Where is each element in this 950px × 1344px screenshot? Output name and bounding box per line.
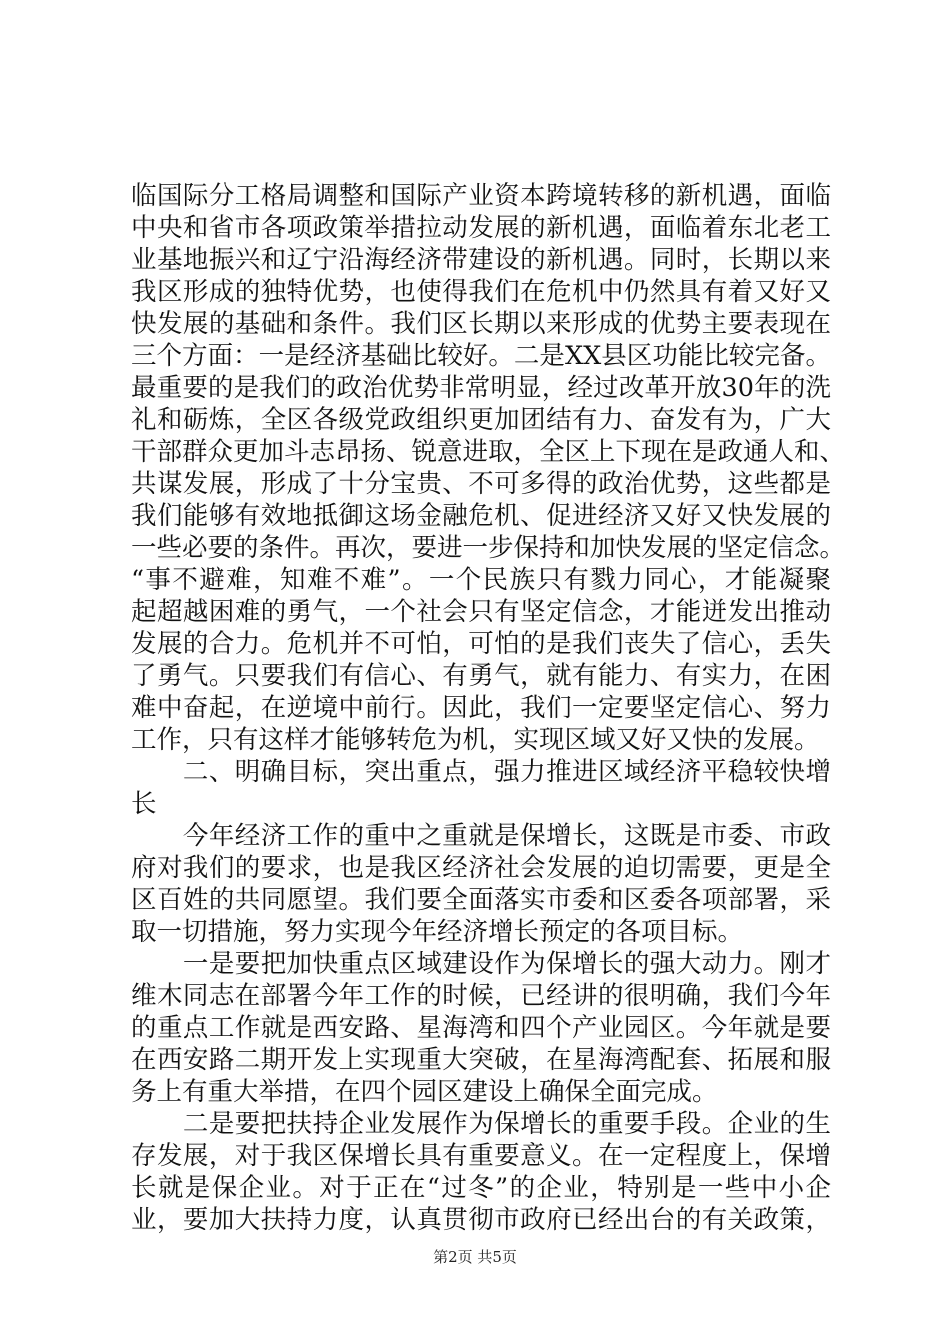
text-line: 维木同志在部署今年工作的时候，已经讲的很明确，我们今年: [131, 981, 831, 1011]
text-line: 中央和省市各项政策举措拉动发展的新机遇，面临着东北老工: [131, 213, 831, 243]
text-line: 长: [131, 789, 157, 819]
text-line: 二、明确目标，突出重点，强力推进区域经济平稳较快增: [131, 757, 831, 787]
text-line: 临国际分工格局调整和国际产业资本跨境转移的新机遇，面临: [131, 181, 831, 211]
text-line: 工作，只有这样才能够转危为机，实现区域又好又快的发展。: [131, 725, 820, 755]
text-line: 业基地振兴和辽宁沿海经济带建设的新机遇。同时，长期以来: [131, 245, 831, 275]
text-line: 取一切措施，努力实现今年经济增长预定的各项目标。: [131, 917, 744, 947]
text-line: 今年经济工作的重中之重就是保增长，这既是市委、市政: [131, 821, 831, 851]
text-line: 业，要加大扶持力度，认真贯彻市政府已经出台的有关政策，: [131, 1205, 831, 1235]
text-line: 最重要的是我们的政治优势非常明显，经过改革开放30年的洗: [131, 373, 831, 403]
text-line: 三个方面：一是经济基础比较好。二是XX县区功能比较完备。: [131, 341, 831, 371]
body-text: [131, 180, 846, 1236]
text-line: 起超越困难的勇气，一个社会只有坚定信念，才能迸发出推动: [131, 597, 831, 627]
text-line: 存发展，对于我区保增长具有重要意义。在一定程度上，保增: [131, 1141, 831, 1171]
text-line: 我们能够有效地抵御这场金融危机、促进经济又好又快发展的: [131, 501, 831, 531]
text-line: 难中奋起，在逆境中前行。因此，我们一定要坚定信心、努力: [131, 693, 831, 723]
text-line: 的重点工作就是西安路、星海湾和四个产业园区。今年就是要: [131, 1013, 831, 1043]
text-line: 发展的合力。危机并不可怕，可怕的是我们丧失了信心，丢失: [131, 629, 831, 659]
text-line: 二是要把扶持企业发展作为保增长的重要手段。企业的生: [131, 1109, 831, 1139]
text-line: 干部群众更加斗志昂扬、锐意进取，全区上下现在是政通人和、: [131, 437, 846, 467]
text-line: 长就是保企业。对于正在“过冬”的企业，特别是一些中小企: [131, 1173, 831, 1203]
text-line: 府对我们的要求，也是我区经济社会发展的迫切需要，更是全: [131, 853, 831, 883]
text-line: 共谋发展，形成了十分宝贵、不可多得的政治优势，这些都是: [131, 469, 831, 499]
text-line: 一些必要的条件。再次，要进一步保持和加快发展的坚定信念。: [131, 533, 846, 563]
text-line: 了勇气。只要我们有信心、有勇气，就有能力、有实力，在困: [131, 661, 831, 691]
text-line: 我区形成的独特优势，也使得我们在危机中仍然具有着又好又: [131, 277, 831, 307]
text-line: 快发展的基础和条件。我们区长期以来形成的优势主要表现在: [131, 309, 831, 339]
text-line: 一是要把加快重点区域建设作为保增长的强大动力。刚才: [131, 949, 831, 979]
text-line: 在西安路二期开发上实现重大突破，在星海湾配套、拓展和服: [131, 1045, 831, 1075]
text-line: 务上有重大举措，在四个园区建设上确保全面完成。: [131, 1077, 718, 1107]
text-line: 区百姓的共同愿望。我们要全面落实市委和区委各项部署，采: [131, 885, 831, 915]
page-footer: 第2页 共5页: [433, 1248, 517, 1266]
text-line: “事不避难，知难不难”。一个民族只有戮力同心，才能凝聚: [131, 565, 831, 595]
text-line: 礼和砺炼，全区各级党政组织更加团结有力、奋发有为，广大: [131, 405, 831, 435]
